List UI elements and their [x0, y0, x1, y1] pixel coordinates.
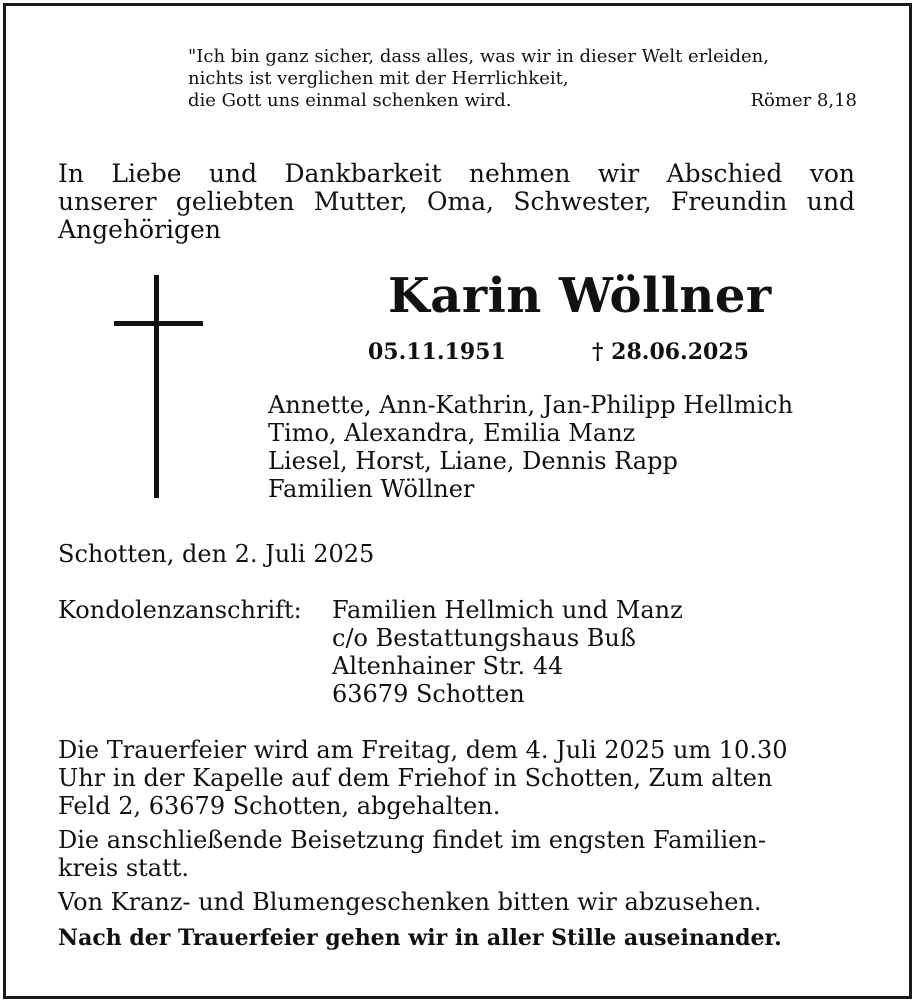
mourner-line-3: Liesel, Horst, Liane, Dennis Rapp [268, 447, 678, 475]
burial-line-1: Die anschließende Beisetzung findet im engsten Familien- [58, 826, 766, 854]
verse-line-1: "Ich bin ganz sicher, dass alles, was wir in dieser Welt erleiden, [188, 46, 769, 67]
intro-line-1: In Liebe und Dankbarkeit nehmen wir Abschied von [58, 159, 855, 188]
condolence-address-line-2: c/o Bestattungshaus Buß [332, 624, 636, 652]
mourner-line-1: Annette, Ann-Kathrin, Jan-Philipp Hellmich [268, 391, 794, 419]
funeral-line-3: Feld 2, 63679 Schotten, abgehalten. [58, 792, 501, 820]
death-date: † 28.06.2025 [592, 339, 749, 365]
verse-reference: Römer 8,18 [750, 90, 857, 111]
burial-line-2: kreis statt. [58, 854, 190, 882]
closing-note: Nach der Trauerfeier gehen wir in aller Stille auseinander. [58, 925, 782, 951]
condolence-label: Kondolenzanschrift: [58, 596, 302, 624]
condolence-address-line-4: 63679 Schotten [332, 680, 525, 708]
place-date: Schotten, den 2. Juli 2025 [58, 540, 375, 568]
funeral-line-2: Uhr in der Kapelle auf dem Friehof in Schotten, Zum alten [58, 764, 773, 792]
mourner-line-4: Familien Wöllner [268, 475, 475, 503]
verse-line-3: die Gott uns einmal schenken wird. [188, 90, 512, 111]
birth-date: 05.11.1951 [368, 339, 506, 365]
funeral-line-1: Die Trauerfeier wird am Freitag, dem 4. Juli 2025 um 10.30 [58, 736, 788, 764]
mourner-line-2: Timo, Alexandra, Emilia Manz [268, 419, 636, 447]
flowers-note: Von Kranz- und Blumengeschenken bitten wir abzusehen. [58, 888, 762, 916]
intro-line-3: Angehörigen [58, 215, 221, 244]
verse-line-2: nichts ist verglichen mit der Herrlichkeit, [188, 68, 569, 89]
condolence-address-line-1: Familien Hellmich und Manz [332, 596, 683, 624]
deceased-name: Karin Wöllner [388, 268, 772, 324]
condolence-address-line-3: Altenhainer Str. 44 [332, 652, 564, 680]
intro-line-2: unserer geliebten Mutter, Oma, Schwester, Freundin und [58, 187, 855, 216]
